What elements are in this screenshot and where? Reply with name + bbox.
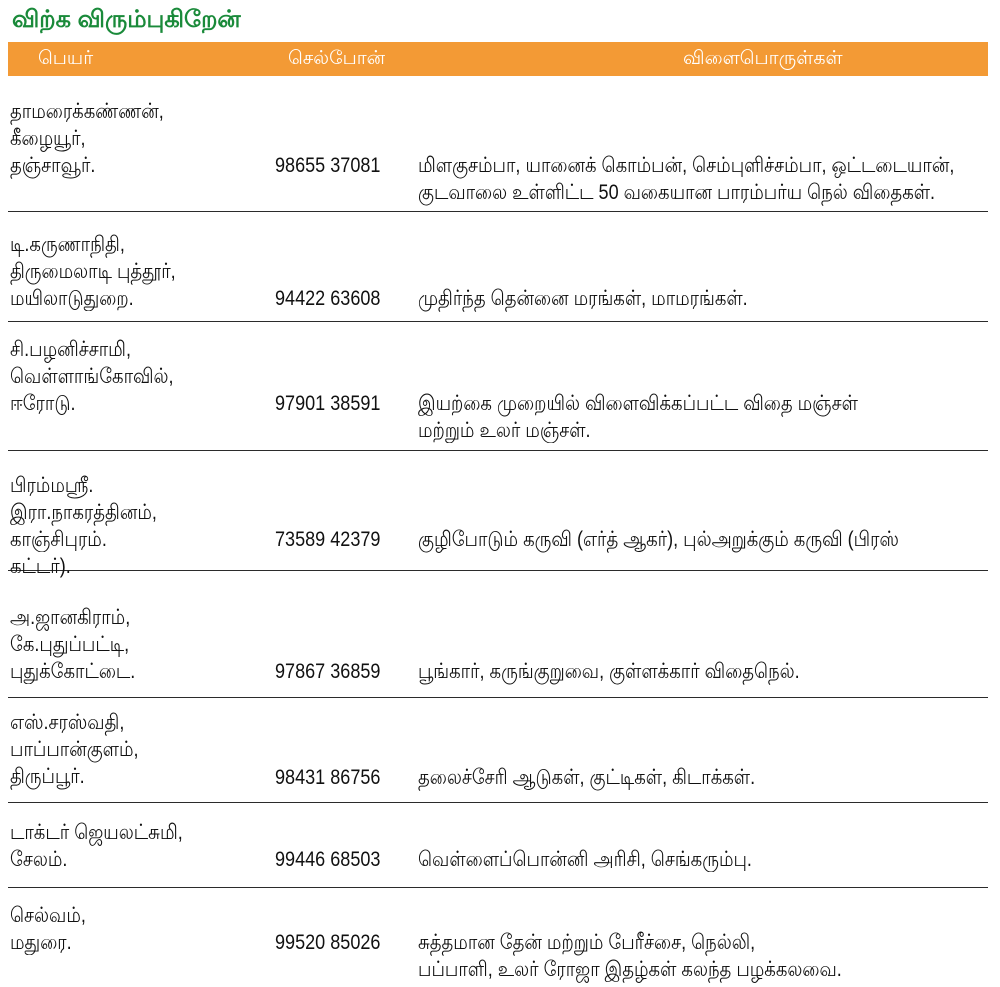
seller-name-line: சி.பழனிச்சாமி, bbox=[10, 338, 131, 361]
seller-name-line: அ.ஜானகிராம், bbox=[10, 606, 131, 629]
seller-district-line: தஞ்சாவூர். bbox=[10, 154, 96, 177]
seller-name-line: செல்வம், bbox=[10, 904, 86, 927]
product-line: இயற்கை முறையில் விளைவிக்கப்பட்ட விதை மஞ்சள் bbox=[418, 392, 858, 415]
table-row bbox=[8, 802, 988, 888]
seller-name-cell bbox=[10, 98, 164, 179]
product-line: குழிபோடும் கருவி (எர்த் ஆகர்), புல்அறுக்கும் கருவி (பிரஸ் bbox=[418, 528, 899, 551]
seller-name-line: டி.கருணாநிதி, bbox=[10, 233, 125, 256]
table-row bbox=[8, 887, 988, 987]
seller-name-cell bbox=[10, 902, 86, 956]
product-overflow-line: கட்டர்). bbox=[10, 555, 71, 578]
seller-village-line: பாப்பான்குளம், bbox=[10, 738, 139, 761]
phone-number: 98655 37081 bbox=[275, 154, 381, 177]
products-cell bbox=[418, 764, 755, 791]
products-cell bbox=[418, 526, 899, 553]
seller-village-line: திருமைலாடி புத்தூர், bbox=[10, 260, 176, 283]
seller-name-line: இரா.நாகரத்தினம், bbox=[10, 501, 157, 524]
seller-district-line: மயிலாடுதுறை. bbox=[10, 287, 134, 310]
products-cell bbox=[418, 846, 752, 873]
seller-district-line: மதுரை. bbox=[10, 931, 72, 954]
phone-number: 98431 86756 bbox=[275, 766, 381, 789]
product-line: சுத்தமான தேன் மற்றும் பேரீச்சை, நெல்லி, bbox=[418, 931, 756, 954]
phone-number: 73589 42379 bbox=[275, 528, 381, 551]
seller-district-line: புதுக்கோட்டை. bbox=[10, 660, 136, 683]
products-cell bbox=[418, 285, 748, 312]
phone-number: 94422 63608 bbox=[275, 287, 381, 310]
page-title: விற்க விரும்புகிறேன் bbox=[12, 6, 241, 33]
column-header-phone: செல்போன் bbox=[288, 48, 386, 69]
table-header bbox=[8, 42, 988, 76]
seller-name-line: தாமரைக்கண்ணன், bbox=[10, 100, 164, 123]
seller-name-cell bbox=[10, 336, 174, 417]
product-line: பப்பாளி, உலர் ரோஜா இதழ்கள் கலந்த பழக்கலவை. bbox=[418, 958, 842, 981]
product-line: வெள்ளைப்பொன்னி அரிசி, செங்கரும்பு. bbox=[418, 848, 752, 871]
seller-district-line: ஈரோடு. bbox=[10, 392, 76, 415]
product-line: தலைச்சேரி ஆடுகள், குட்டிகள், கிடாக்கள். bbox=[418, 766, 756, 789]
table-row bbox=[8, 570, 988, 698]
seller-name-cell bbox=[10, 231, 176, 312]
product-line: மிளகுசம்பா, யானைக் கொம்பன், செம்புளிச்சம்பா, ஒட்டடையான், bbox=[418, 154, 955, 177]
seller-district-line: திருப்பூர். bbox=[10, 765, 85, 788]
seller-name-line: டாக்டர் ஜெயலட்சுமி, bbox=[10, 821, 183, 844]
product-line: குடவாலை உள்ளிட்ட 50 வகையான பாரம்பர்ய நெல் விதைகள். bbox=[418, 181, 936, 204]
seller-name-line: பிரம்மஸ்ரீ. bbox=[10, 474, 94, 497]
seller-district-line: காஞ்சிபுரம். bbox=[10, 528, 107, 551]
products-cell bbox=[418, 390, 858, 444]
phone-number: 97901 38591 bbox=[275, 392, 381, 415]
seller-name-line: எஸ்.சரஸ்வதி, bbox=[10, 711, 125, 734]
phone-number: 97867 36859 bbox=[275, 660, 381, 683]
seller-name-cell bbox=[10, 604, 135, 685]
phone-number: 99520 85026 bbox=[275, 931, 381, 954]
seller-village-line: கீழையூர், bbox=[10, 127, 86, 150]
products-cell bbox=[418, 152, 954, 206]
seller-district-line: சேலம். bbox=[10, 848, 68, 871]
product-line: முதிர்ந்த தென்னை மரங்கள், மாமரங்கள். bbox=[418, 287, 748, 310]
seller-name-cell bbox=[10, 709, 139, 790]
phone-number: 99446 68503 bbox=[275, 848, 381, 871]
seller-village-line: வெள்ளாங்கோவில், bbox=[10, 365, 174, 388]
table-row bbox=[8, 211, 988, 322]
table-row bbox=[8, 76, 988, 212]
table-row bbox=[8, 321, 988, 451]
column-header-name: பெயர் bbox=[38, 48, 94, 69]
product-line: மற்றும் உலர் மஞ்சள். bbox=[418, 419, 591, 442]
table-row bbox=[8, 450, 988, 578]
products-cell bbox=[418, 929, 842, 983]
table-row bbox=[8, 697, 988, 803]
seller-name-cell bbox=[10, 472, 157, 553]
product-line: பூங்கார், கருங்குறுவை, குள்ளக்கார் விதைநெல். bbox=[418, 660, 800, 683]
products-cell bbox=[418, 658, 800, 685]
seller-name-cell bbox=[10, 819, 183, 873]
seller-village-line: கே.புதுப்பட்டி, bbox=[10, 633, 130, 656]
column-header-products: விளைபொருள்கள் bbox=[683, 48, 843, 69]
